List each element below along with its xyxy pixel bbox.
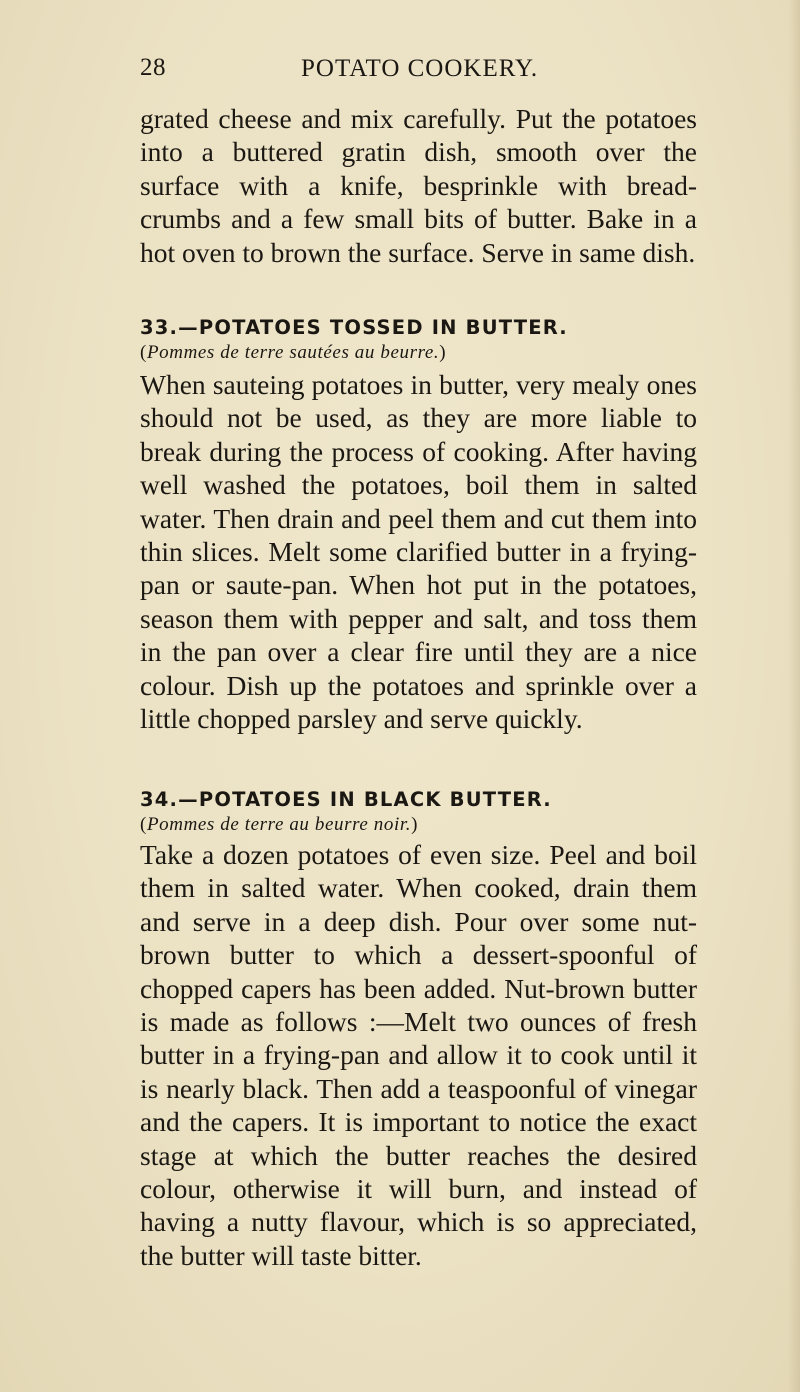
recipe-33-subheading: (Pommes de terre sautées au beurre.) [140, 342, 447, 363]
recipe-34-subheading-text: Pommes de terre au beurre noir. [146, 814, 412, 835]
page-number: 28 [140, 54, 166, 81]
recipe-33-body: When sauteing potatoes in butter, very mealy ones should not be used, as they are more liable to break during the process of cooking. After having well washed the potatoes, boil them in salted water. Then drain and peel them and cut them into thin slices. Melt some clarified butter in a frying-pan or saute-pan. When hot put in the potatoes, season them with pepper and salt, and toss them in the pan over a clear fire until they are a nice colour. Dish up the potatoes and sprinkle over a little chopped parsley and serve quickly. [140, 369, 697, 735]
recipe-34-body: Take a dozen potatoes of even size. Peel and boil them in salted water. When cooked, drain them and serve in a deep dish. Pour over some nut-brown butter to which a dessert-spoonful of chopped capers has been added. Nut-brown butter is made as follows :—Melt two ounces of fresh butter in a frying-pan and allow it to cook until it is nearly black. Then add a teaspoonful of vinegar and the capers. It is important to notice the exact stage at which the butter reaches the desired colour, otherwise it will burn, and instead of having a nutty flavour, which is so appreciated, the butter will taste bitter. [140, 839, 697, 1271]
recipe-34-heading: 34.—POTATOES IN BLACK BUTTER. [140, 788, 552, 811]
recipe-34-subheading: (Pommes de terre au beurre noir.) [140, 814, 419, 835]
intro-paragraph: grated cheese and mix carefully. Put the potatoes into a buttered gratin dish, smooth over the surface with a knife, besprinkle with bread-crumbs and a few small bits of butter. Bake in a hot oven to brown the surface. Serve in same dish. [140, 103, 697, 268]
running-head [140, 54, 700, 94]
recipe-33-subheading-text: Pommes de terre sautées au beurre. [146, 342, 440, 363]
recipe-33-body-block [140, 368, 697, 735]
recipe-33-heading: 33.—POTATOES TOSSED IN BUTTER. [140, 316, 568, 339]
page-edge-shadow [788, 0, 800, 1392]
recipe-34-body-block [140, 838, 697, 1272]
intro-paragraph-block [140, 102, 697, 269]
running-title: POTATO COOKERY. [301, 55, 539, 82]
